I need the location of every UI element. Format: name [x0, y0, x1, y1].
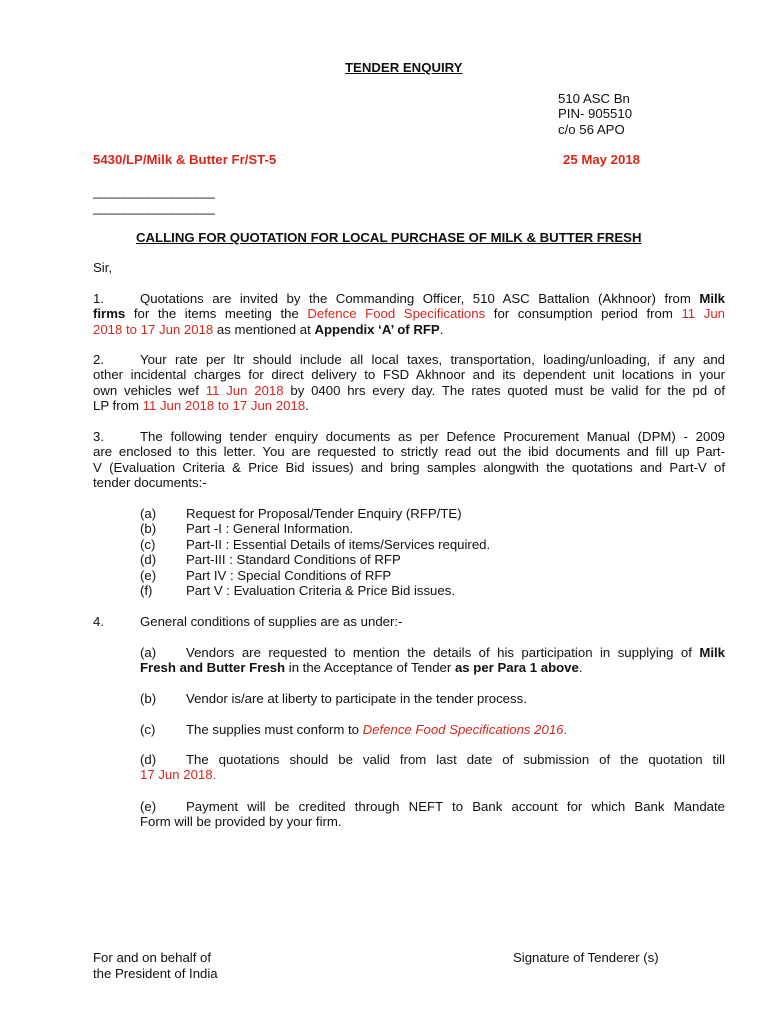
address-line: 510 ASC Bn	[558, 91, 630, 106]
paragraph-line: Your rate per ltr should include all local taxes, transportation, loading/unloading, if any and	[140, 352, 725, 367]
text-bold: firms	[93, 306, 126, 321]
address-line: c/o 56 APO	[558, 122, 625, 137]
paragraph-line	[140, 291, 725, 306]
text-highlight: Defence Food Specifications	[307, 306, 486, 321]
sub-item-line: Payment will be credited through NEFT to Bank account for which Bank Mandate	[186, 799, 725, 814]
text: The supplies must conform to	[186, 722, 363, 737]
document-title: TENDER ENQUIRY	[345, 60, 463, 75]
paragraph-line: General conditions of supplies are as under:-	[140, 614, 403, 629]
tenderer-signature-label: Signature of Tenderer (s)	[513, 950, 659, 965]
list-item: Part-II : Essential Details of items/Services required.	[186, 537, 491, 552]
list-item: Part IV : Special Conditions of RFP	[186, 568, 392, 583]
text: in the Acceptance of Tender	[285, 660, 455, 675]
text: .	[439, 322, 444, 337]
list-item: Part-III : Standard Conditions of RFP	[186, 552, 401, 567]
sub-item-line	[186, 645, 725, 660]
list-item-label: (e)	[140, 568, 157, 583]
letter-date: 25 May 2018	[563, 152, 640, 167]
text: Quotations are invited by the Commanding Officer, 510 ASC Battalion (Akhnoor) from	[140, 291, 700, 306]
subject-line: CALLING FOR QUOTATION FOR LOCAL PURCHASE OF MILK & BUTTER FRESH	[136, 230, 642, 245]
text-highlight: .	[563, 722, 568, 737]
addressee-blank-line: ____________________	[93, 200, 214, 215]
signatory-line: For and on behalf of	[93, 950, 212, 965]
paragraph-line	[93, 322, 443, 337]
sub-item-label: (d)	[140, 752, 157, 767]
text-highlight: 11 Jun 2018	[205, 383, 284, 398]
text-bold: Milk	[699, 291, 725, 306]
text-highlight: Defence Food Specifications 2016	[362, 722, 564, 737]
list-item-label: (d)	[140, 552, 157, 567]
text: by 0400 hrs every day. The rates quoted must be valid for the pd of	[283, 383, 725, 398]
addressee-blank-line: ____________________	[93, 184, 214, 199]
paragraph-number: 3.	[93, 429, 104, 444]
text-bold: Appendix ‘A’ of RFP	[314, 322, 440, 337]
sub-item-line: Form will be provided by your firm.	[140, 814, 342, 829]
paragraph-line: V (Evaluation Criteria & Price Bid issues) and bring samples alongwith the quotations and Part-V of	[93, 460, 725, 475]
list-item-label: (a)	[140, 506, 157, 521]
list-item-label: (c)	[140, 537, 156, 552]
sub-item-line: Vendor is/are at liberty to participate in the tender process.	[186, 691, 527, 706]
text-bold: Fresh and Butter Fresh	[140, 660, 286, 675]
text: own vehicles wef	[93, 383, 206, 398]
text: .	[305, 398, 309, 413]
signatory-line: the President of India	[93, 966, 218, 981]
list-item: Request for Proposal/Tender Enquiry (RFP/TE)	[186, 506, 462, 521]
paragraph-number: 2.	[93, 352, 104, 367]
sub-item-label: (e)	[140, 799, 157, 814]
text: .	[578, 660, 583, 675]
paragraph-line: The following tender enquiry documents as per Defence Procurement Manual (DPM) - 2009	[140, 429, 725, 444]
text: for consumption period from	[485, 306, 682, 321]
sub-item-label: (a)	[140, 645, 157, 660]
text: Vendors are requested to mention the details of his participation in supplying of	[186, 645, 700, 660]
sub-item-label: (c)	[140, 722, 156, 737]
text: as mentioned at	[213, 322, 315, 337]
text-highlight: 2018 to 17 Jun 2018	[93, 322, 214, 337]
paragraph-line: other incidental charges for direct delivery to FSD Akhnoor and its dependent unit locations in your	[93, 367, 725, 382]
sub-item-line: The quotations should be valid from last date of submission of the quotation till	[186, 752, 725, 767]
sub-item-label: (b)	[140, 691, 157, 706]
address-line: PIN- 905510	[558, 106, 633, 121]
list-item: Part -I : General Information.	[186, 521, 354, 536]
paragraph-line	[93, 306, 725, 321]
paragraph-number: 4.	[93, 614, 104, 629]
text-bold: as per Para 1 above	[454, 660, 579, 675]
paragraph-line	[93, 398, 309, 413]
sub-item-line	[186, 722, 567, 737]
paragraph-line: tender documents:-	[93, 475, 207, 490]
list-item-label: (f)	[140, 583, 153, 598]
paragraph-line	[93, 383, 725, 398]
paragraph-number: 1.	[93, 291, 104, 306]
paragraph-line: are enclosed to this letter. You are requested to strictly read out the ibid documents and fill up Part-	[93, 444, 725, 459]
sub-item-line: 17 Jun 2018.	[140, 767, 217, 782]
sub-item-line	[140, 660, 583, 675]
text: for the items meeting the	[125, 306, 308, 321]
text: LP from	[93, 398, 143, 413]
list-item-label: (b)	[140, 521, 157, 536]
list-item: Part V : Evaluation Criteria & Price Bid issues.	[186, 583, 455, 598]
text-bold: Milk	[699, 645, 725, 660]
salutation: Sir,	[93, 260, 113, 275]
reference-number: 5430/LP/Milk & Butter Fr/ST-5	[93, 152, 277, 167]
text-highlight: 11 Jun	[681, 306, 726, 321]
text-highlight: 11 Jun 2018 to 17 Jun 2018	[142, 398, 306, 413]
